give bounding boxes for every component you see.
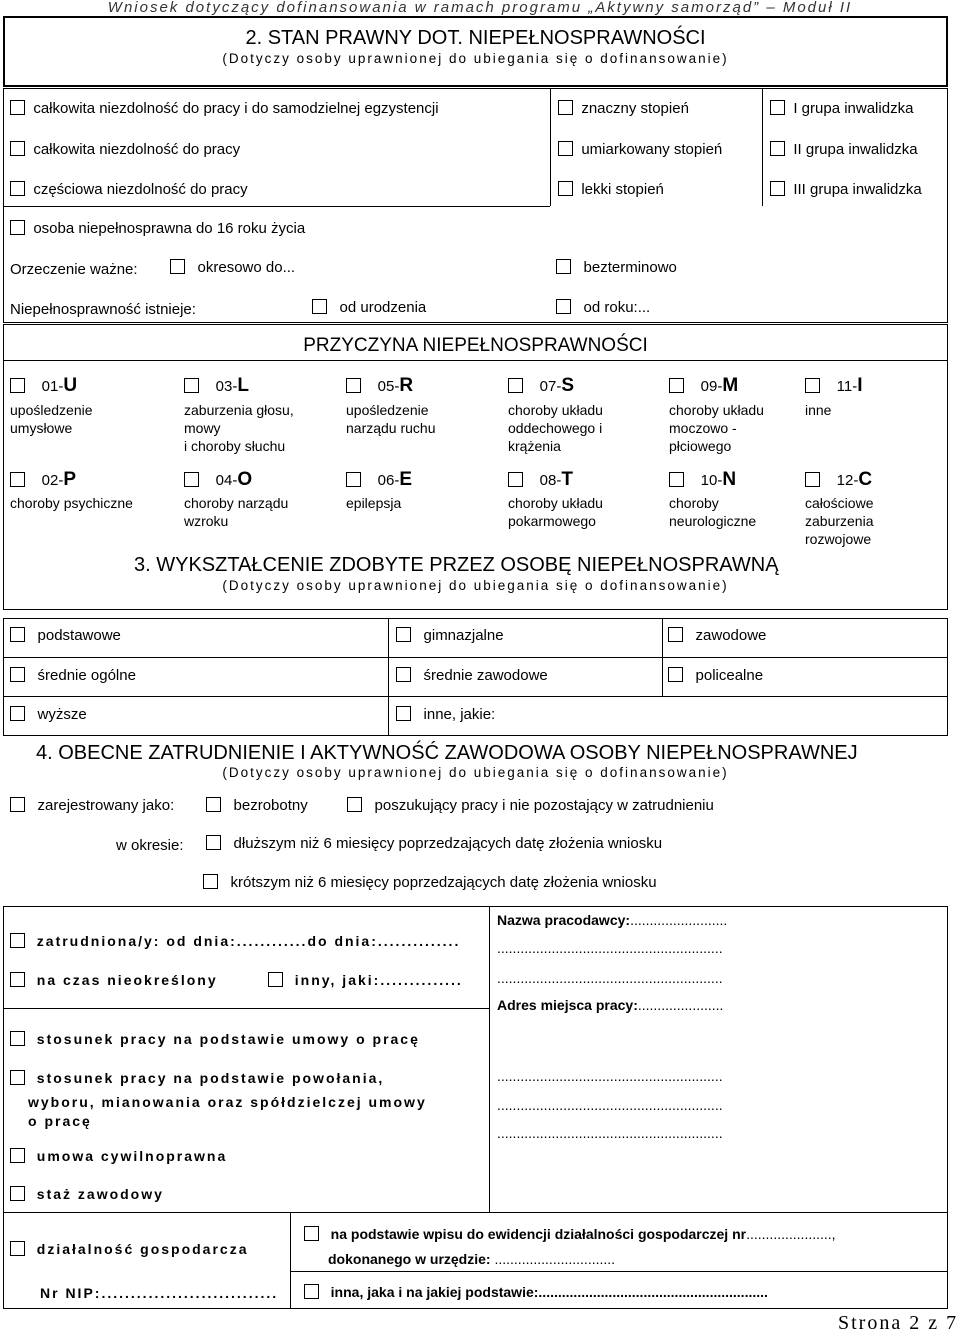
- checkbox-icon[interactable]: [508, 472, 523, 487]
- edu-wyzsze[interactable]: [10, 706, 87, 723]
- option-label: gimnazjalne: [423, 627, 504, 644]
- divider: [489, 906, 490, 1212]
- divider: [290, 1271, 948, 1272]
- cause-12-C[interactable]: [805, 469, 872, 491]
- checkbox-icon[interactable]: [10, 1070, 25, 1085]
- cause-07-S[interactable]: [508, 375, 574, 397]
- section4-subheading: (Dotyczy osoby uprawnionej do ubiegania się o dofinansowanie): [222, 765, 729, 780]
- checkbox-icon[interactable]: [10, 1186, 25, 1201]
- checkbox-icon[interactable]: [10, 627, 25, 642]
- cause-08-T[interactable]: [508, 469, 573, 491]
- checkbox-icon[interactable]: [184, 472, 199, 487]
- option-label: stosunek pracy na podstawie powołania,: [36, 1070, 385, 1086]
- cause-code: I: [857, 375, 863, 396]
- option-label: umowa cywilnoprawna: [36, 1148, 228, 1164]
- divider: [3, 206, 550, 207]
- checkbox-icon[interactable]: [508, 378, 523, 393]
- opt-under16[interactable]: [10, 220, 305, 237]
- edu-inne[interactable]: [396, 706, 495, 723]
- cause-desc: choroby narządu wzroku: [184, 495, 289, 529]
- checkbox-icon[interactable]: [10, 378, 25, 393]
- page-number: Strona 2 z 7: [838, 1312, 959, 1334]
- zarejestrowany[interactable]: [10, 797, 174, 814]
- adres-label: Adres miejsca pracy:: [497, 997, 638, 1013]
- cause-num: 01-: [41, 378, 64, 395]
- option-label: lekki stopień: [581, 181, 664, 198]
- cause-code: T: [561, 469, 573, 490]
- divider: [762, 88, 763, 206]
- option-label: całkowita niezdolność do pracy: [33, 141, 241, 158]
- checkbox-icon[interactable]: [770, 100, 785, 115]
- checkbox-icon[interactable]: [10, 933, 25, 948]
- cause-desc: choroby psychiczne: [10, 495, 133, 511]
- opt-powolanie[interactable]: [10, 1070, 384, 1086]
- cause-code: E: [399, 469, 413, 490]
- option-label: dłuższym niż 6 miesięcy poprzedzających datę złożenia wniosku: [233, 835, 663, 852]
- opt-okresowo[interactable]: [170, 259, 295, 276]
- przyczyna-heading: PRZYCZYNA NIEPEŁNOSPRAWNOŚCI: [303, 335, 648, 356]
- cause-num: 10-: [700, 472, 723, 489]
- section2-heading: 2. STAN PRAWNY DOT. NIEPEŁNOSPRAWNOŚCI: [245, 27, 706, 49]
- divider: [388, 618, 389, 736]
- opt-cywilnoprawna[interactable]: [10, 1148, 227, 1164]
- cause-05-R[interactable]: [346, 375, 413, 397]
- checkbox-icon[interactable]: [10, 181, 25, 196]
- option-label: staż zawodowy: [36, 1186, 164, 1202]
- option-label: inne, jakie:: [423, 706, 496, 723]
- divider: [3, 657, 948, 658]
- option-label: całkowita niezdolność do pracy i do samodzielnej egzystencji: [33, 100, 439, 117]
- dots: .........................: [630, 912, 728, 928]
- cause-num: 02-: [41, 472, 64, 489]
- adres-line4[interactable]: ..........................................................: [497, 1125, 723, 1141]
- adres-line2[interactable]: ..........................................................: [497, 1068, 723, 1084]
- cause-code: U: [63, 375, 78, 396]
- option-label: znaczny stopień: [581, 100, 689, 117]
- pracodawca-label: Nazwa pracodawcy:: [497, 912, 631, 928]
- w-okresie-label: w okresie:: [116, 837, 184, 854]
- opt-krotszym[interactable]: [203, 874, 657, 891]
- edu-policealne[interactable]: [668, 667, 763, 684]
- cause-desc: choroby układu pokarmowego: [508, 495, 603, 529]
- cause-desc: epilepsja: [346, 495, 402, 511]
- option-label: zawodowe: [695, 627, 767, 644]
- cause-desc: zaburzenia głosu, mowy i choroby słuchu: [184, 402, 294, 454]
- checkbox-icon[interactable]: [805, 472, 820, 487]
- option-label: zarejestrowany jako:: [37, 797, 175, 814]
- checkbox-icon[interactable]: [669, 472, 684, 487]
- option-label: osoba niepełnosprawna do 16 roku życia: [33, 220, 306, 237]
- divider: [3, 696, 948, 697]
- edu-srednie-zawodowe[interactable]: [396, 667, 548, 684]
- option-label: dokonanego w urzędzie:: [328, 1251, 491, 1267]
- option-label: wyższe: [37, 706, 87, 723]
- cause-code: C: [858, 469, 873, 490]
- checkbox-icon[interactable]: [556, 259, 571, 274]
- opt-poszukujacy[interactable]: [347, 797, 714, 814]
- opt-dluzszym[interactable]: [206, 835, 662, 852]
- checkbox-icon[interactable]: [10, 706, 25, 721]
- cause-desc: całościowe zaburzenia rozwojowe: [805, 495, 874, 547]
- cause-num: 09-: [700, 378, 723, 395]
- cause-code: O: [237, 469, 253, 490]
- opt-od-roku[interactable]: [556, 299, 650, 316]
- option-label: bezrobotny: [233, 797, 308, 814]
- opt-nieokreslony[interactable]: [10, 972, 218, 988]
- checkbox-icon[interactable]: [304, 1226, 319, 1241]
- opt-zatrudniona[interactable]: [10, 933, 460, 949]
- option-label: policealne: [695, 667, 764, 684]
- cause-06-E[interactable]: [346, 469, 412, 491]
- checkbox-icon[interactable]: [268, 972, 283, 987]
- cause-04-O[interactable]: [184, 469, 252, 491]
- pracodawca-line2[interactable]: ..........................................................: [497, 940, 723, 956]
- checkbox-icon[interactable]: [206, 797, 221, 812]
- adres-line3[interactable]: ..........................................................: [497, 1097, 723, 1113]
- checkbox-icon[interactable]: [10, 797, 25, 812]
- opt-grupa-3[interactable]: [770, 181, 922, 198]
- opt-bezrobotny[interactable]: [206, 797, 308, 814]
- cause-code: M: [722, 375, 739, 396]
- divider: [3, 1008, 490, 1009]
- option-label: I grupa inwalidzka: [793, 100, 914, 117]
- cause-num: 04-: [215, 472, 238, 489]
- option-label: III grupa inwalidzka: [793, 181, 922, 198]
- opt-umiarkowany[interactable]: [558, 141, 722, 158]
- opt-inny[interactable]: [268, 972, 463, 988]
- cause-03-L[interactable]: [184, 375, 249, 397]
- powolanie-line2: wyboru, mianowania oraz spółdzielczej umowy: [28, 1094, 427, 1110]
- ewidencja-line2[interactable]: [328, 1251, 615, 1267]
- divider: [3, 360, 948, 361]
- cause-01-U[interactable]: [10, 375, 77, 397]
- opt-grupa-2[interactable]: [770, 141, 918, 158]
- option-label: podstawowe: [37, 627, 121, 644]
- checkbox-icon[interactable]: [668, 627, 683, 642]
- cause-desc: upośledzenie narządu ruchu: [346, 402, 436, 436]
- nip-field[interactable]: Nr NIP:..............................: [40, 1285, 279, 1301]
- checkbox-icon[interactable]: [10, 472, 25, 487]
- section4-heading: 4. OBECNE ZATRUDNIENIE I AKTYWNOŚĆ ZAWODOWA OSOBY NIEPEŁNOSPRAWNEJ: [36, 742, 858, 764]
- section2-subheading: (Dotyczy osoby uprawnionej do ubiegania się o dofinansowanie): [222, 51, 729, 66]
- opt-grupa-1[interactable]: [770, 100, 913, 117]
- cause-desc: upośledzenie umysłowe: [10, 402, 93, 436]
- opt-dzialalnosc[interactable]: [10, 1241, 249, 1257]
- checkbox-icon[interactable]: [669, 378, 684, 393]
- powolanie-line3: o pracę: [28, 1113, 92, 1129]
- cause-num: 05-: [377, 378, 400, 395]
- section3-subheading: (Dotyczy osoby uprawnionej do ubiegania się o dofinansowanie): [222, 578, 729, 593]
- istnieje-label: Niepełnosprawność istnieje:: [10, 301, 196, 318]
- divider: [550, 88, 551, 206]
- cause-09-M[interactable]: [669, 375, 738, 397]
- cause-11-I[interactable]: [805, 375, 863, 397]
- cause-num: 03-: [215, 378, 238, 395]
- option-label: od roku:...: [583, 299, 651, 316]
- checkbox-icon[interactable]: [10, 972, 25, 987]
- dots: ......................: [637, 997, 724, 1013]
- option-label: częściowa niezdolność do pracy: [33, 181, 248, 198]
- adres-field[interactable]: [497, 997, 723, 1013]
- opt-umowa-o-prace[interactable]: [10, 1031, 420, 1047]
- opt-ewidencja[interactable]: [304, 1226, 836, 1242]
- opt-bezterminowo[interactable]: [556, 259, 677, 276]
- cause-desc: inne: [805, 402, 832, 418]
- section3-heading: 3. WYKSZTAŁCENIE ZDOBYTE PRZEZ OSOBĘ NIEPEŁNOSPRAWNĄ: [134, 554, 779, 576]
- option-label: średnie ogólne: [37, 667, 136, 684]
- option-label: poszukujący pracy i nie pozostający w zatrudnieniu: [374, 797, 714, 814]
- cause-10-N[interactable]: [669, 469, 736, 491]
- option-label: II grupa inwalidzka: [793, 141, 918, 158]
- checkbox-icon[interactable]: [347, 797, 362, 812]
- opt-lekki[interactable]: [558, 181, 664, 198]
- checkbox-icon[interactable]: [346, 378, 361, 393]
- opt-od-urodzenia[interactable]: [312, 299, 426, 316]
- cause-num: 11-: [836, 378, 858, 395]
- checkbox-icon[interactable]: [10, 141, 25, 156]
- option-label: krótszym niż 6 miesięcy poprzedzających datę złożenia wniosku: [230, 874, 657, 891]
- checkbox-icon[interactable]: [770, 141, 785, 156]
- checkbox-icon[interactable]: [558, 141, 573, 156]
- checkbox-icon[interactable]: [396, 667, 411, 682]
- dots: ......................,: [746, 1226, 836, 1242]
- checkbox-icon[interactable]: [770, 181, 785, 196]
- checkbox-icon[interactable]: [170, 259, 185, 274]
- cause-num: 12-: [836, 472, 859, 489]
- checkbox-icon[interactable]: [558, 181, 573, 196]
- checkbox-icon[interactable]: [206, 835, 221, 850]
- cause-num: 07-: [539, 378, 562, 395]
- dots: ...............................: [490, 1251, 616, 1267]
- option-label: średnie zawodowe: [423, 667, 548, 684]
- checkbox-icon[interactable]: [556, 299, 571, 314]
- option-label: zatrudniona/y: od dnia:............do dnia:..............: [36, 933, 461, 949]
- option-label: bezterminowo: [583, 259, 677, 276]
- checkbox-icon[interactable]: [10, 667, 25, 682]
- opt-inna[interactable]: [304, 1284, 768, 1300]
- checkbox-icon[interactable]: [10, 100, 25, 115]
- option-label: na czas nieokreślony: [36, 972, 218, 988]
- option-label: od urodzenia: [339, 299, 427, 316]
- opt-czesciowa[interactable]: [10, 181, 248, 198]
- cause-desc: choroby neurologiczne: [669, 495, 757, 529]
- checkbox-icon[interactable]: [203, 874, 218, 889]
- option-label: działalność gospodarcza: [36, 1241, 249, 1257]
- option-label: inny, jaki:..............: [294, 972, 463, 988]
- checkbox-icon[interactable]: [10, 220, 25, 235]
- divider: [3, 1212, 948, 1213]
- checkbox-icon[interactable]: [304, 1284, 319, 1299]
- checkbox-icon[interactable]: [10, 1031, 25, 1046]
- checkbox-icon[interactable]: [558, 100, 573, 115]
- cause-code: N: [722, 469, 737, 490]
- edu-srednie-ogolne[interactable]: [10, 667, 136, 684]
- option-label: na podstawie wpisu do ewidencji działalności gospodarczej nr: [330, 1226, 747, 1242]
- checkbox-icon[interactable]: [346, 472, 361, 487]
- checkbox-icon[interactable]: [396, 627, 411, 642]
- edu-zawodowe[interactable]: [668, 627, 766, 644]
- checkbox-icon[interactable]: [312, 299, 327, 314]
- cause-desc: choroby układu oddechowego i krążenia: [508, 402, 603, 454]
- edu-podstawowe[interactable]: [10, 627, 121, 644]
- divider: [290, 1212, 291, 1309]
- opt-staz[interactable]: [10, 1186, 164, 1202]
- checkbox-icon[interactable]: [396, 706, 411, 721]
- opt-znaczny[interactable]: [558, 100, 689, 117]
- cause-code: P: [63, 469, 77, 490]
- divider: [662, 618, 663, 697]
- checkbox-icon[interactable]: [668, 667, 683, 682]
- cause-desc: choroby układu moczowo - płciowego: [669, 402, 764, 454]
- cause-02-P[interactable]: [10, 469, 76, 491]
- cause-code: L: [237, 375, 249, 396]
- cause-code: R: [399, 375, 414, 396]
- orzeczenie-label: Orzeczenie ważne:: [10, 261, 138, 278]
- cause-num: 06-: [377, 472, 400, 489]
- checkbox-icon[interactable]: [10, 1241, 25, 1256]
- document-header: Wniosek dotyczący dofinansowania w ramach programu „Aktywny samorząd” – Moduł II: [107, 0, 853, 16]
- cause-code: S: [561, 375, 575, 396]
- option-label: umiarkowany stopień: [581, 141, 723, 158]
- opt-calkowita-egzystencja[interactable]: [10, 100, 439, 117]
- dots: ...........................................................: [538, 1284, 768, 1300]
- checkbox-icon[interactable]: [184, 378, 199, 393]
- option-label: okresowo do...: [197, 259, 296, 276]
- edu-gimnazjalne[interactable]: [396, 627, 504, 644]
- checkbox-icon[interactable]: [10, 1148, 25, 1163]
- option-label: inna, jaka i na jakiej podstawie:: [330, 1284, 539, 1300]
- cause-num: 08-: [539, 472, 562, 489]
- checkbox-icon[interactable]: [805, 378, 820, 393]
- pracodawca-field[interactable]: [497, 912, 727, 928]
- pracodawca-line3[interactable]: ..........................................................: [497, 970, 723, 986]
- option-label: stosunek pracy na podstawie umowy o pracę: [36, 1031, 420, 1047]
- opt-calkowita[interactable]: [10, 141, 240, 158]
